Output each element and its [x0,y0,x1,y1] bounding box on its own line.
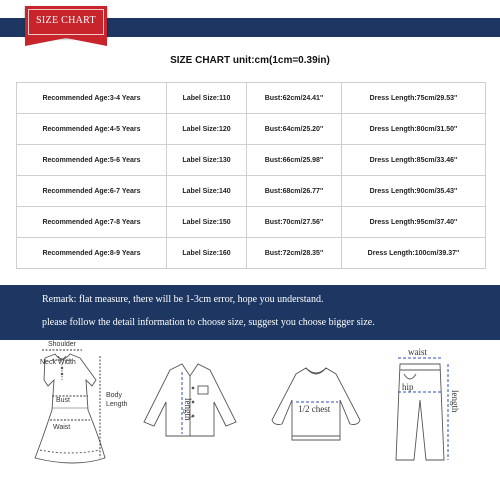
dress-body-length-label-2: Length [106,401,128,408]
dress-length-cell: Dress Length:90cm/35.43'' [369,187,458,195]
size-chart-badge [25,6,107,46]
remark-line-2: please follow the detail information to choose size, suggest you choose bigger size. [42,317,375,328]
remark-banner [0,285,500,340]
page-title: SIZE CHART unit:cm(1cm=0.39in) [170,55,330,66]
dress-length-cell: Dress Length:75cm/29.53'' [369,94,458,102]
pants-illustration [396,358,448,460]
label-size-cell: Label Size:150 [167,207,247,237]
bust-cell: Bust:66cm/25.98'' [247,145,342,175]
table-row [17,114,485,145]
label-size-cell: Label Size:120 [167,114,247,144]
dress-body-length-label-1: Body [106,392,122,399]
pants-waist-label: waist [408,347,427,357]
table-row [17,207,485,238]
dress-length-cell: Dress Length:85cm/33.46'' [369,156,458,164]
label-size-cell: Label Size:160 [167,238,247,268]
dress-length-cell: Dress Length:80cm/31.50'' [369,125,458,133]
pants-hip-label: hip [402,382,414,392]
bust-cell: Bust:68cm/26.77'' [247,176,342,206]
size-table [16,82,486,269]
label-size-cell: Label Size:140 [167,176,247,206]
table-row [17,145,485,176]
table-row [17,83,485,114]
bust-cell: Bust:70cm/27.56'' [247,207,342,237]
label-size-cell: Label Size:110 [167,83,247,113]
measurement-illustrations [0,340,500,500]
pants-length-label: length [450,390,460,413]
dress-length-cell: Dress Length:95cm/37.40'' [369,218,458,226]
age-cell: Recommended Age:7-8 Years [17,207,167,237]
shirt-length-label: length [183,398,193,421]
remark-line-1: Remark: flat measure, there will be 1-3cm error, hope you understand. [42,294,324,305]
dress-bust-label: Bust [56,397,71,404]
table-row [17,176,485,207]
bust-cell: Bust:64cm/25.20'' [247,114,342,144]
dress-neck-width-label: Neck Width [40,359,76,366]
badge-label: SIZE CHART [36,15,96,26]
dress-shoulder-label: Shoulder [48,341,77,348]
age-cell: Recommended Age:3-4 Years [17,83,167,113]
label-size-cell: Label Size:130 [167,145,247,175]
dress-length-cell: Dress Length:100cm/39.37'' [367,249,460,257]
age-cell: Recommended Age:5-6 Years [17,145,167,175]
age-cell: Recommended Age:6-7 Years [17,176,167,206]
bust-cell: Bust:62cm/24.41'' [247,83,342,113]
dress-waist-label: Waist [53,424,71,431]
age-cell: Recommended Age:4-5 Years [17,114,167,144]
sweater-chest-label: 1/2 chest [298,404,331,414]
bust-cell: Bust:72cm/28.35'' [247,238,342,268]
table-row [17,238,485,268]
dress-illustration [35,350,105,463]
age-cell: Recommended Age:8-9 Years [17,238,167,268]
